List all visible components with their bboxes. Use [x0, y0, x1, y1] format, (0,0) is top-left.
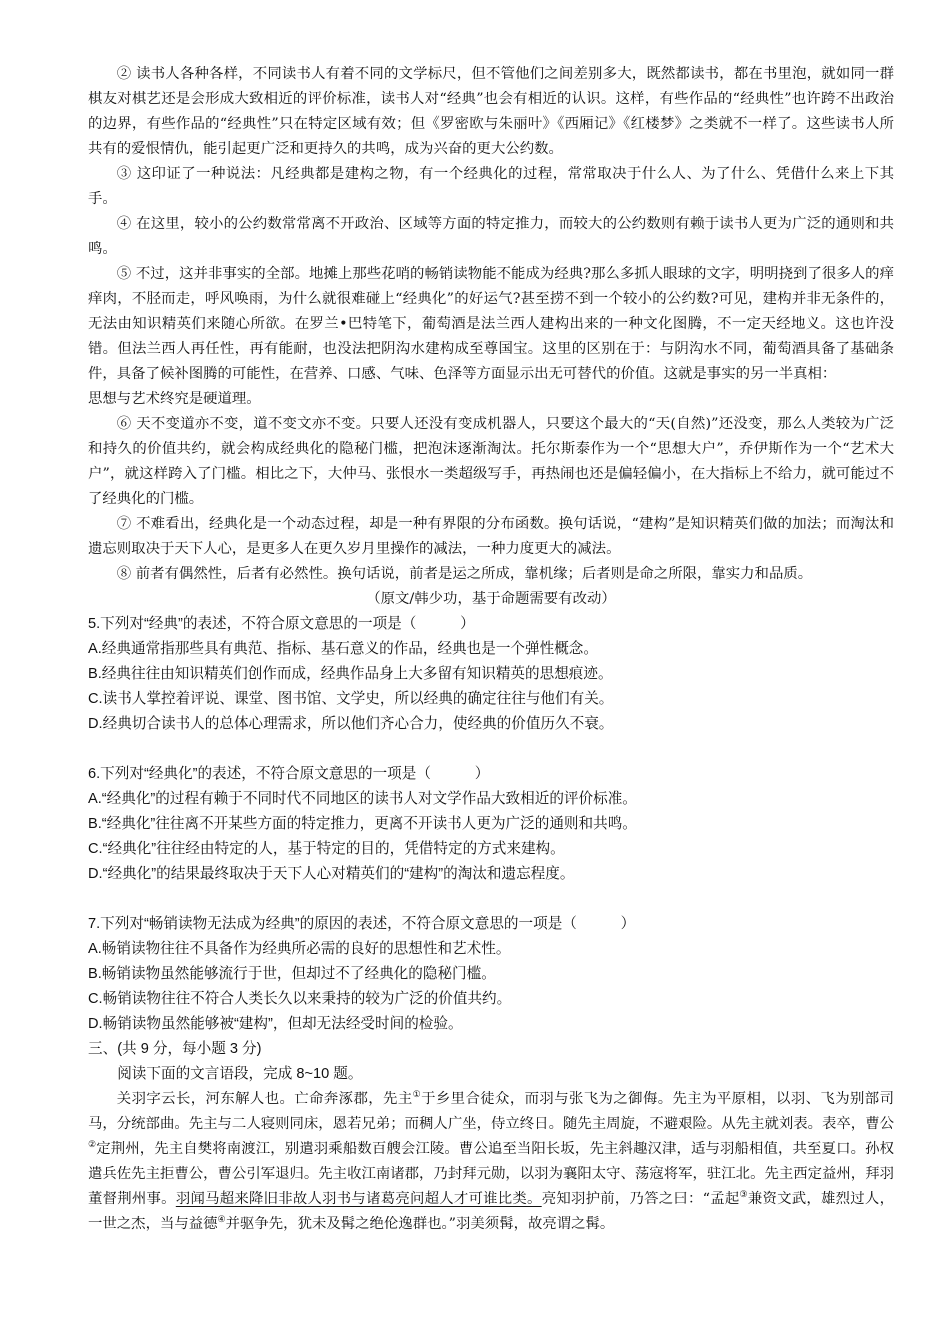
paragraph-5-conclusion: 思想与艺术终究是硬道理。: [88, 391, 261, 407]
footnote-marker: ①: [412, 1090, 422, 1101]
paragraph-2: ② 读书人各种各样，不同读书人有着不同的文学标尺，但不管他们之间差别多大，既然都读书，都在书里泡，就如同一群棋友对棋艺还是会形成大致相近的评价标准，读书人对“经典”也会有相近的认识。这样，有些作品的“经典性”也许跨不出政治的边界，有些作品的“经典性”只在特定区域有效；但《罗密欧与朱丽叶》《西厢记》《红楼梦》之类就不一样了。这些读书人所共有的爱恨情仇，能引起更广泛和更持久的共鸣，成为兴奋的更大公约数。: [88, 66, 894, 157]
paragraph-7: ⑦ 不难看出，经典化是一个动态过程，却是一种有界限的分布函数。换句话说，“建构”是知识精英们做的加法；而淘汰和遗忘则取决于天下人心，是更多人在更久岁月里操作的减法，一种力度更大的减法。: [88, 516, 894, 557]
option-c: C.畅销读物往往不符合人类长久以来秉持的较为广泛的价值共约。: [88, 991, 512, 1007]
footnote-marker: ④: [217, 1215, 226, 1226]
option-d: D.“经典化”的结果最终取决于天下人心对精英们的“建构”的淘汰和遗忘程度。: [88, 866, 575, 882]
option-c: C.“经典化”往往经由特定的人，基于特定的目的，凭借特定的方式来建构。: [88, 841, 565, 857]
section-instruction: 阅读下面的文言语段，完成 8~10 题。: [117, 1066, 363, 1082]
question-5: [88, 612, 894, 737]
classical-text: 兼资文武，雄烈过人，一世之杰，当与益德: [88, 1191, 894, 1232]
classical-text: 定荆州，先主自樊将南渡江，别遣羽乘船数百艘会江陵。曹公追至当阳长坂，先主斜趣汉津，适与羽船相值，共至夏口。孙权遣兵佐先主拒曹公，曹公引军退归。先主收江南诸郡，乃封拜元勋，以羽为襄阳太守、荡寇将军，驻江北。先主西定益州，拜羽董督荆州事。: [88, 1141, 894, 1207]
option-b: B.畅销读物虽然能够流行于世，但却过不了经典化的隐秘门槛。: [88, 966, 496, 982]
paragraph-8: ⑧ 前者有偶然性，后者有必然性。换句话说，前者是运之所成，靠机缘；后者则是命之所限，靠实力和品质。: [116, 566, 813, 582]
paragraph-4: ④ 在这里，较小的公约数常常离不开政治、区域等方面的特定推力，而较大的公约数则有赖于读书人更为广泛的通则和共鸣。: [88, 216, 894, 257]
question-stem: 6.下列对“经典化”的表述，不符合原文意思的一项是（ ）: [88, 766, 490, 782]
option-a: A.经典通常指那些具有典范、指标、基石意义的作品，经典也是一个弹性概念。: [88, 641, 598, 657]
classical-text: 并驱争先，犹未及髯之绝伦逸群也。”羽美须髯，故亮谓之髯。: [225, 1216, 615, 1232]
spacer: [88, 737, 894, 762]
paragraph-6: ⑥ 天不变道亦不变，道不变文亦不变。只要人还没有变成机器人，只要这个最大的“天(自然)”还没变，那么人类较为广泛和持久的价值共约，就会构成经典化的隐秘门槛，把泡沫逐渐淘汰。托尔斯泰作为一个“思想大户”，乔伊斯作为一个“艺术大户”，就这样跨入了门槛。相比之下，大仲马、张恨水一类超级写手，再热闹也还是偏轻偏小，在大指标上不给力，就可能过不了经典化的门槛。: [88, 416, 894, 507]
option-d: D.畅销读物虽然能够被“建构”，但却无法经受时间的检验。: [88, 1016, 463, 1032]
exam-page: [88, 62, 894, 1237]
option-a: A.畅销读物往往不具备作为经典所必需的良好的思想性和艺术性。: [88, 941, 511, 957]
spacer: [88, 887, 894, 912]
question-stem: 7.下列对“畅销读物无法成为经典”的原因的表述，不符合原文意思的一项是（ ）: [88, 916, 636, 932]
source-note: （原文/韩少功，基于命题需要有改动）: [366, 591, 616, 607]
option-c: C.读书人掌控着评说、课堂、图书馆、文学史，所以经典的确定往往与他们有关。: [88, 691, 614, 707]
option-a: A.“经典化”的过程有赖于不同时代不同地区的读书人对文学作品大致相近的评价标准。: [88, 791, 637, 807]
question-7: [88, 912, 894, 1087]
question-stem: 5.下列对“经典”的表述，不符合原文意思的一项是（ ）: [88, 616, 475, 632]
footnote-marker: ③: [739, 1190, 748, 1201]
classical-text: 于乡里合徒众，而羽与张飞为之御侮。先主为平原相，以羽、飞为别部司马，分统部曲。先主与二人寝则同床，恩若兄弟；而稠人广坐，侍立终日。随先主周旋，不避艰险。从先主就刘表。表卒，曹公: [88, 1091, 894, 1132]
option-b: B.“经典化”往往离不开某些方面的特定推力，更离不开读书人更为广泛的通则和共鸣。: [88, 816, 637, 832]
paragraph-3: ③ 这印证了一种说法：凡经典都是建构之物，有一个经典化的过程，常常取决于什么人、为了什么、凭借什么来上下其手。: [88, 166, 894, 207]
section-heading: 三、(共 9 分，每小题 3 分): [88, 1041, 262, 1057]
underlined-sentence: 羽闻马超来降旧非故人羽书与诸葛亮问超人才可谁比类。: [175, 1191, 542, 1207]
footnote-marker: ②: [88, 1140, 97, 1151]
classical-passage: [88, 1087, 894, 1237]
paragraph-5: ⑤ 不过，这并非事实的全部。地摊上那些花哨的畅销读物能不能成为经典?那么多抓人眼球的文字，明明挠到了很多人的痒痒肉，不胫而走，呼风唤雨，为什么就很难碰上“经典化”的好运气?甚至捞不到一个较小的公约数?可见，建构并非无条件的，无法由知识精英们来随心所欲。在罗兰•巴特笔下，葡萄酒是法兰西人建构出来的一种文化图腾，不一定天经地义。这也许没错。但法兰西人再任性，再有能耐，也没法把阴沟水建构成至尊国宝。这里的区别在于：与阴沟水不同，葡萄酒具备了基础条件，具备了候补图腾的可能性，在营养、口感、气味、色泽等方面显示出无可替代的价值。这就是事实的另一半真相：: [88, 266, 894, 382]
option-b: B.经典往往由知识精英们创作而成，经典作品身上大多留有知识精英的思想痕迹。: [88, 666, 613, 682]
classical-text: 亮知羽护前，乃答之曰：“孟起: [541, 1191, 740, 1207]
question-6: [88, 762, 894, 887]
option-d: D.经典切合读书人的总体心理需求，所以他们齐心合力，使经典的价值历久不衰。: [88, 716, 614, 732]
classical-text: 关羽字云长，河东解人也。亡命奔涿郡，先主: [116, 1091, 413, 1107]
